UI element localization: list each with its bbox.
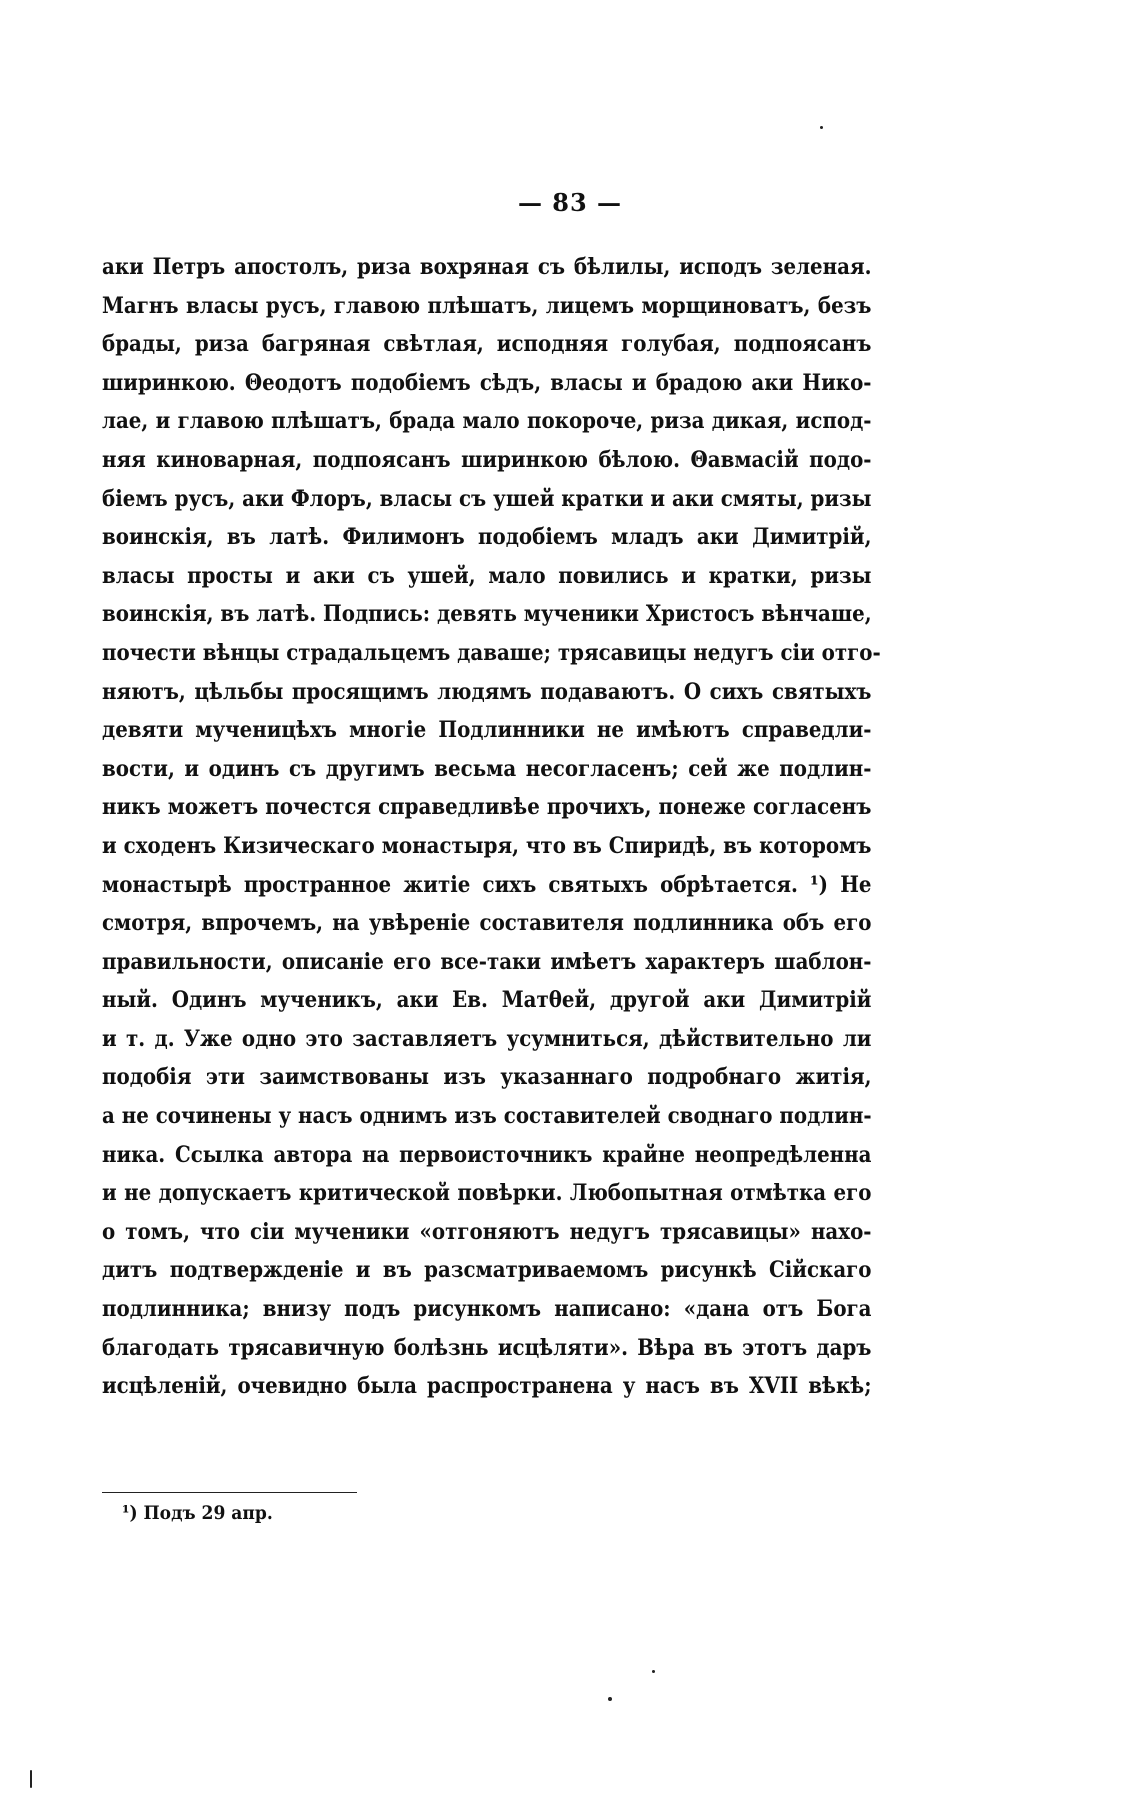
text-line: воинскія, въ латѣ. Подпись: девять мученики Христосъ вѣнчаше,: [102, 601, 872, 628]
body-text: [102, 248, 881, 1406]
text-line: ника. Ссылка автора на первоисточникъ крайне неопредѣленна: [102, 1141, 872, 1168]
text-line: монастырѣ пространное житіе сихъ святыхъ обрѣтается. ¹) Не: [102, 871, 872, 898]
scan-speck: [652, 1670, 655, 1673]
text-line: лае, и главою плѣшатъ, брада мало покороче, риза дикая, испод-: [102, 408, 872, 435]
text-line: подобія эти заимствованы изъ указаннаго подробнаго житія,: [102, 1064, 872, 1091]
text-line: няя киноварная, подпоясанъ ширинкою бѣлою. Θавмасій подо-: [102, 446, 872, 473]
text-line: и не допускаетъ критической повѣрки. Любопытная отмѣтка его: [102, 1180, 872, 1207]
text-line: благодать трясавичную болѣзнь исцѣляти». Вѣра въ этотъ даръ: [102, 1334, 872, 1361]
text-line: о томъ, что сіи мученики «отгоняютъ недугъ трясавицы» нахо-: [102, 1218, 872, 1245]
footnote: ¹) Подъ 29 апр.: [122, 1502, 273, 1524]
text-line: исцѣленій, очевидно была распространена у насъ въ XVII вѣкѣ;: [102, 1373, 872, 1400]
text-line: аки Петръ апостолъ, риза вохряная съ бѣлилы, исподъ зеленая.: [102, 254, 872, 280]
text-line: біемъ русъ, аки Флоръ, власы съ ушей кратки и аки смяты, ризы: [102, 485, 872, 512]
text-line: ный. Одинъ мученикъ, аки Ев. Матθей, другой аки Димитрій: [102, 987, 872, 1014]
scan-speck: [820, 126, 823, 129]
scan-speck: [608, 1697, 612, 1701]
text-line: и т. д. Уже одно это заставляетъ усумниться, дѣйствительно ли: [102, 1025, 872, 1052]
text-line: Магнъ власы русъ, главою плѣшатъ, лицемъ морщиноватъ, безъ: [102, 292, 872, 319]
text-line: вости, и одинъ съ другимъ весьма несогласенъ; сей же подлин-: [102, 755, 872, 782]
scan-speck: [30, 1770, 32, 1788]
text-line: смотря, впрочемъ, на увѣреніе составителя подлинника объ его: [102, 910, 872, 937]
text-line: ширинкою. Θеодотъ подобіемъ сѣдъ, власы и брадою аки Нико-: [102, 369, 872, 396]
text-line: воинскія, въ латѣ. Филимонъ подобіемъ младъ аки Димитрій,: [102, 524, 872, 551]
text-line: и сходенъ Кизическаго монастыря, что въ Спиридѣ, въ которомъ: [102, 832, 872, 859]
text-line: подлинника; внизу подъ рисункомъ написано: «дана отъ Бога: [102, 1296, 872, 1323]
text-line: няютъ, цѣльбы просящимъ людямъ подаваютъ. О сихъ святыхъ: [102, 678, 872, 705]
text-line: никъ можетъ почестся справедливѣе прочихъ, понеже согласенъ: [102, 794, 872, 821]
text-line: правильности, описаніе его все-таки имѣетъ характеръ шаблон-: [102, 948, 872, 975]
text-line: власы просты и аки съ ушей, мало повились и кратки, ризы: [102, 562, 872, 589]
text-line: дитъ подтвержденіе и въ разсматриваемомъ рисункѣ Сійскаго: [102, 1257, 872, 1284]
page-number: — 83 —: [517, 188, 623, 217]
text-line: брады, риза багряная свѣтлая, исподняя голубая, подпоясанъ: [102, 331, 872, 358]
footnote-rule: [102, 1492, 357, 1493]
text-line: а не сочинены у насъ однимъ изъ составителей своднаго подлин-: [102, 1103, 872, 1130]
text-line: почести вѣнцы страдальцемъ даваше; трясавицы недугъ сіи отго-: [102, 639, 881, 666]
text-line: девяти мученицѣхъ многіе Подлинники не имѣютъ справедли-: [102, 717, 872, 744]
